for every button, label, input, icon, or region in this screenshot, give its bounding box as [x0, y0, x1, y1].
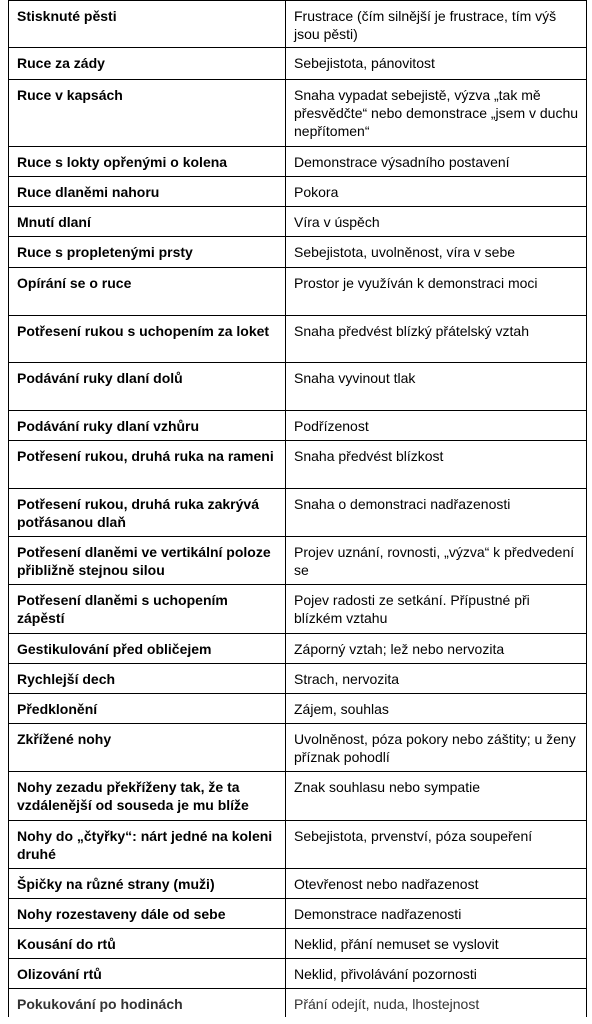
meaning-cell: Strach, nervozita: [286, 664, 587, 694]
gesture-cell: Ruce s propletenými prsty: [9, 237, 286, 268]
gesture-cell: Nohy rozestaveny dále od sebe: [9, 899, 286, 929]
meaning-cell: Snaha vypadat sebejistě, výzva „tak mě přesvědčte“ nebo demonstrace „jsem v duchu nepřítomen“: [286, 80, 587, 147]
meaning-cell: Frustrace (čím silnější je frustrace, tím výš jsou pěsti): [286, 1, 587, 48]
gesture-cell: Ruce dlaněmi nahoru: [9, 177, 286, 207]
meaning-cell: Uvolněnost, póza pokory nebo záštity; u ženy příznak pohodlí: [286, 724, 587, 772]
table-row: [9, 1, 587, 48]
gesture-cell: Pokukování po hodinách: [9, 989, 286, 1018]
gesture-cell: Potřesení dlaněmi ve vertikální poloze přibližně stejnou silou: [9, 537, 286, 585]
meaning-cell: Sebejistota, uvolněnost, víra v sebe: [286, 237, 587, 268]
gesture-cell: Olizování rtů: [9, 959, 286, 989]
table-body: [9, 1, 587, 1018]
gesture-cell: Kousání do rtů: [9, 929, 286, 959]
table-row: [9, 316, 587, 363]
gesture-cell: Nohy do „čtyřky“: nárt jedné na koleni druhé: [9, 821, 286, 869]
gesture-cell: Podávání ruky dlaní dolů: [9, 363, 286, 411]
gesture-cell: Podávání ruky dlaní vzhůru: [9, 411, 286, 441]
table-row: [9, 694, 587, 724]
gesture-cell: Mnutí dlaní: [9, 207, 286, 237]
table-row: [9, 724, 587, 772]
gesture-cell: Potřesení rukou s uchopením za loket: [9, 316, 286, 363]
gesture-cell: Ruce za zády: [9, 48, 286, 80]
meaning-cell: Snaha předvést blízký přátelský vztah: [286, 316, 587, 363]
table-row: [9, 48, 587, 80]
meaning-cell: Prostor je využíván k demonstraci moci: [286, 268, 587, 316]
meaning-cell: Podřízenost: [286, 411, 587, 441]
table-row: [9, 80, 587, 147]
meaning-cell: Víra v úspěch: [286, 207, 587, 237]
gesture-cell: Špičky na různé strany (muži): [9, 869, 286, 899]
meaning-cell: Znak souhlasu nebo sympatie: [286, 772, 587, 821]
table-row: [9, 441, 587, 489]
table-row: [9, 207, 587, 237]
gesture-cell: Potřesení rukou, druhá ruka zakrývá potřásanou dlaň: [9, 489, 286, 537]
meaning-cell: Snaha předvést blízkost: [286, 441, 587, 489]
table-row: [9, 869, 587, 899]
gesture-cell: Rychlejší dech: [9, 664, 286, 694]
table-row: [9, 237, 587, 268]
gesture-cell: Potřesení rukou, druhá ruka na rameni: [9, 441, 286, 489]
table-row: [9, 363, 587, 411]
table-row: [9, 537, 587, 585]
table-row: [9, 772, 587, 821]
gesture-cell: Potřesení dlaněmi s uchopením zápěstí: [9, 585, 286, 634]
table-row: [9, 268, 587, 316]
table-row: [9, 177, 587, 207]
meaning-cell: Projev uznání, rovnosti, „výzva“ k předvedení se: [286, 537, 587, 585]
table-row: [9, 634, 587, 664]
gesture-meaning-table: [8, 0, 587, 1017]
gesture-cell: Předklonění: [9, 694, 286, 724]
meaning-cell: Záporný vztah; lež nebo nervozita: [286, 634, 587, 664]
gesture-cell: Stisknuté pěsti: [9, 1, 286, 48]
table-row: [9, 929, 587, 959]
meaning-cell: Přání odejít, nuda, lhostejnost: [286, 989, 587, 1018]
meaning-cell: Pokora: [286, 177, 587, 207]
gesture-cell: Nohy zezadu překříženy tak, že ta vzdálenější od souseda je mu blíže: [9, 772, 286, 821]
table-row: [9, 664, 587, 694]
meaning-cell: Snaha vyvinout tlak: [286, 363, 587, 411]
meaning-cell: Pojev radosti ze setkání. Přípustné při blízkém vztahu: [286, 585, 587, 634]
gesture-cell: Zkřížené nohy: [9, 724, 286, 772]
meaning-cell: Snaha o demonstraci nadřazenosti: [286, 489, 587, 537]
table-row: [9, 821, 587, 869]
meaning-cell: Sebejistota, prvenství, póza soupeření: [286, 821, 587, 869]
table-row: [9, 585, 587, 634]
meaning-cell: Demonstrace výsadního postavení: [286, 147, 587, 177]
meaning-cell: Neklid, přivolávání pozornosti: [286, 959, 587, 989]
table-row: [9, 989, 587, 1018]
table-row: [9, 489, 587, 537]
gesture-cell: Opírání se o ruce: [9, 268, 286, 316]
meaning-cell: Demonstrace nadřazenosti: [286, 899, 587, 929]
meaning-cell: Otevřenost nebo nadřazenost: [286, 869, 587, 899]
table-row: [9, 411, 587, 441]
gesture-cell: Ruce v kapsách: [9, 80, 286, 147]
table-row: [9, 959, 587, 989]
meaning-cell: Sebejistota, pánovitost: [286, 48, 587, 80]
table-row: [9, 147, 587, 177]
gesture-cell: Ruce s lokty opřenými o kolena: [9, 147, 286, 177]
meaning-cell: Neklid, přání nemuset se vyslovit: [286, 929, 587, 959]
gesture-cell: Gestikulování před obličejem: [9, 634, 286, 664]
table-row: [9, 899, 587, 929]
meaning-cell: Zájem, souhlas: [286, 694, 587, 724]
